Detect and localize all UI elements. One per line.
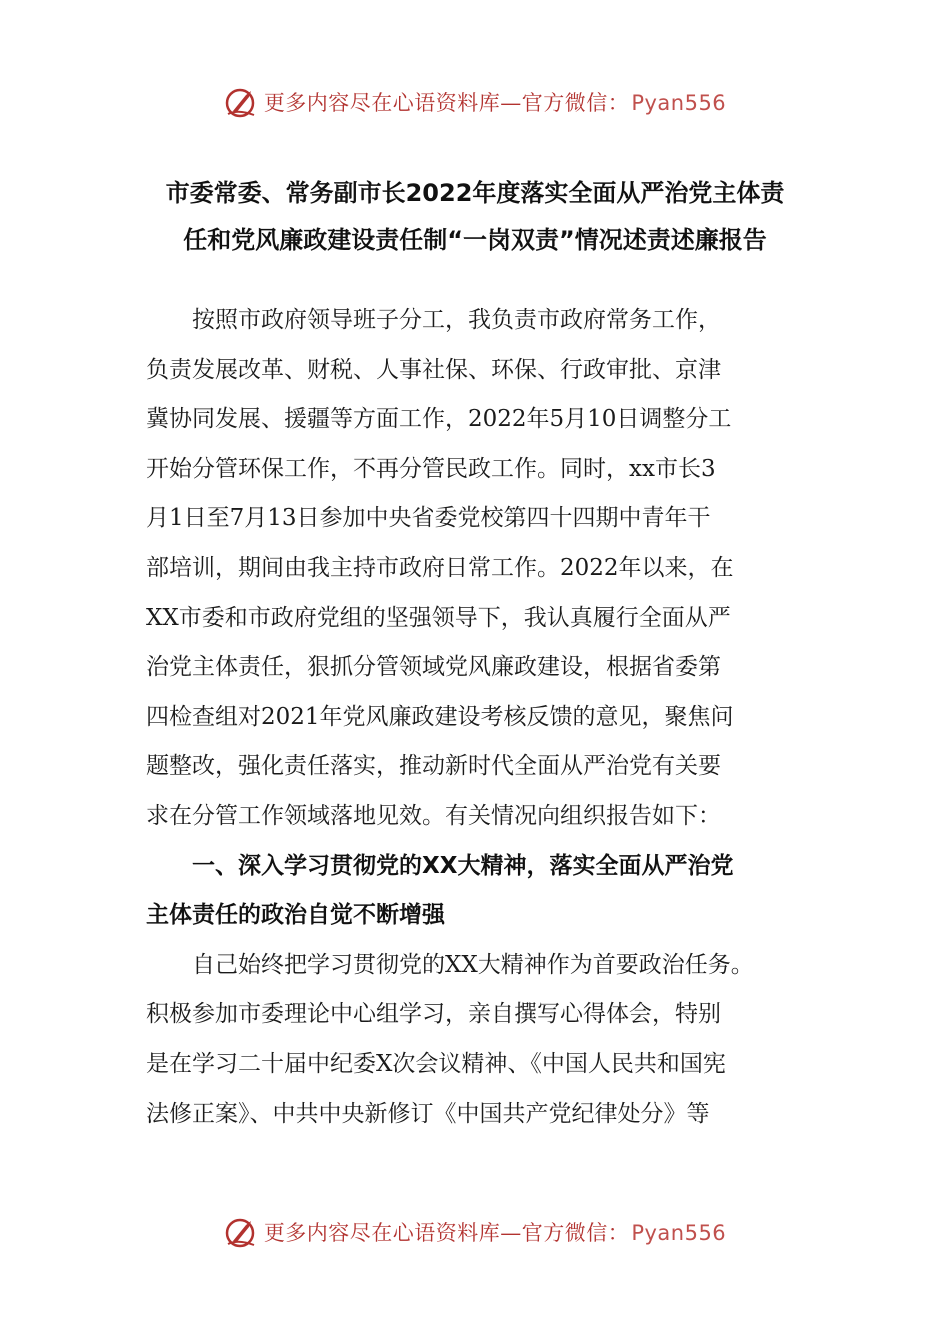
body-line: 部培训，期间由我主持市政府日常工作。2022年以来，在 [146, 554, 734, 581]
watermark-banner-top [0, 82, 950, 122]
pen-nib-seal-icon [224, 85, 258, 119]
pen-nib-seal-icon [224, 1215, 258, 1249]
body-line: 开始分管环保工作，不再分管民政工作。同时，xx市长3 [146, 455, 716, 482]
watermark-text: 更多内容尽在心语资料库—官方微信：Pyan556 [263, 1221, 727, 1245]
body-line: 治党主体责任，狠抓分管领域党风廉政建设，根据省委第 [146, 654, 721, 681]
body-line: 负责发展改革、财税、人事社保、环保、行政审批、京津 [146, 356, 721, 383]
body-line: 法修正案》、中共中央新修订《中国共产党纪律处分》等 [146, 1100, 710, 1127]
title-line: 市委常委、常务副市长2022年度落实全面从严治党主体责 [165, 179, 785, 207]
body-line: 自己始终把学习贯彻党的XX大精神作为首要政治任务。 [146, 951, 754, 978]
body-line: 题整改，强化责任落实，推动新时代全面从严治党有关要 [146, 753, 721, 780]
wechat-id: Pyan556 [631, 91, 727, 115]
body-line: 积极参加市委理论中心组学习，亲自撰写心得体会，特别 [146, 1001, 721, 1028]
watermark-banner-bottom [0, 1212, 950, 1252]
body-line: 冀协同发展、援疆等方面工作，2022年5月10日调整分工 [146, 406, 732, 433]
section-heading: 主体责任的政治自觉不断增强 [146, 902, 445, 929]
body-line: 按照市政府领导班子分工，我负责市政府常务工作， [146, 307, 721, 333]
document-title [140, 170, 810, 264]
title-line: 任和党风廉政建设责任制“一岗双责”情况述责述廉报告 [183, 226, 767, 254]
section-heading: 一、深入学习贯彻党的XX大精神，落实全面从严治党 [146, 852, 734, 879]
body-line: 是在学习二十届中纪委X次会议精神、《中国人民共和国宪 [146, 1050, 726, 1077]
body-line: 月1日至7月13日参加中央省委党校第四十四期中青年干 [146, 505, 711, 532]
body-line: 求在分管工作领域落地见效。有关情况向组织报告如下： [146, 802, 721, 829]
watermark-text: 更多内容尽在心语资料库—官方微信：Pyan556 [263, 91, 727, 115]
document-body [146, 296, 826, 1139]
body-line: 四检查组对2021年党风廉政建设考核反馈的意见，聚焦问 [146, 703, 734, 730]
body-line: XX市委和市政府党组的坚强领导下，我认真履行全面从严 [146, 604, 731, 631]
wechat-id: Pyan556 [631, 1221, 727, 1245]
